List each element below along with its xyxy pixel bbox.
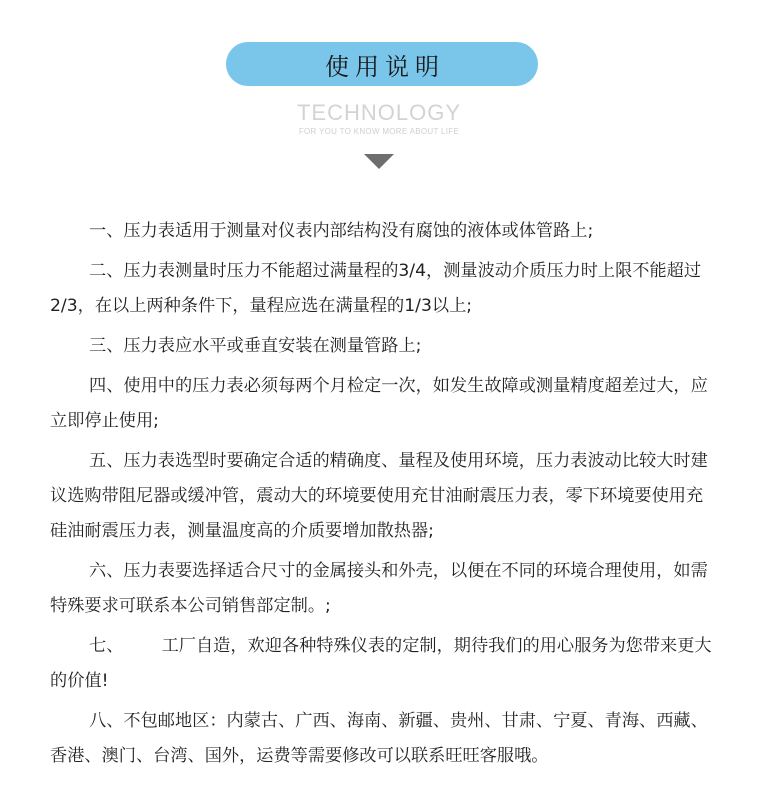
section-title-badge: [226, 42, 538, 86]
instruction-item: 一、压力表适用于测量对仪表内部结构没有腐蚀的液体或体管路上;: [89, 221, 594, 241]
instruction-item: 三、压力表应水平或垂直安装在测量管路上;: [89, 336, 422, 356]
instructions-list: [50, 214, 714, 779]
instruction-item: 五、压力表选型时要确定合适的精确度、量程及使用环境，压力表波动比较大时建议选购带阻尼器或缓冲管，震动大的环境要使用充甘油耐震压力表，零下环境要使用充硅油耐震压力表，测量温度高的介质要增加散热器;: [50, 451, 708, 541]
instruction-item: 六、压力表要选择适合尺寸的金属接头和外壳，以便在不同的环境合理使用，如需特殊要求可联系本公司销售部定制。;: [50, 561, 708, 616]
instruction-item: 四、使用中的压力表必须每两个月检定一次，如发生故障或测量精度超差过大，应立即停止使用;: [50, 376, 708, 431]
instruction-item: 八、不包邮地区：内蒙古、广西、海南、新疆、贵州、甘肃、宁夏、青海、西藏、香港、澳门、台湾、国外，运费等需要修改可以联系旺旺客服哦。: [50, 711, 708, 766]
down-triangle-icon: [364, 154, 394, 169]
section-title: 使用说明: [325, 52, 445, 81]
technology-watermark: TECHNOLOGY: [296, 100, 462, 125]
instruction-item: 七、 工厂自造，欢迎各种特殊仪表的定制，期待我们的用心服务为您带来更大的价值!: [50, 636, 712, 691]
technology-tagline: FOR YOU TO KNOW MORE ABOUT LIFE: [298, 127, 460, 136]
instruction-item: 二、压力表测量时压力不能超过满量程的3/4，测量波动介质压力时上限不能超过2/3，在以上两种条件下，量程应选在满量程的1/3以上;: [50, 261, 702, 316]
